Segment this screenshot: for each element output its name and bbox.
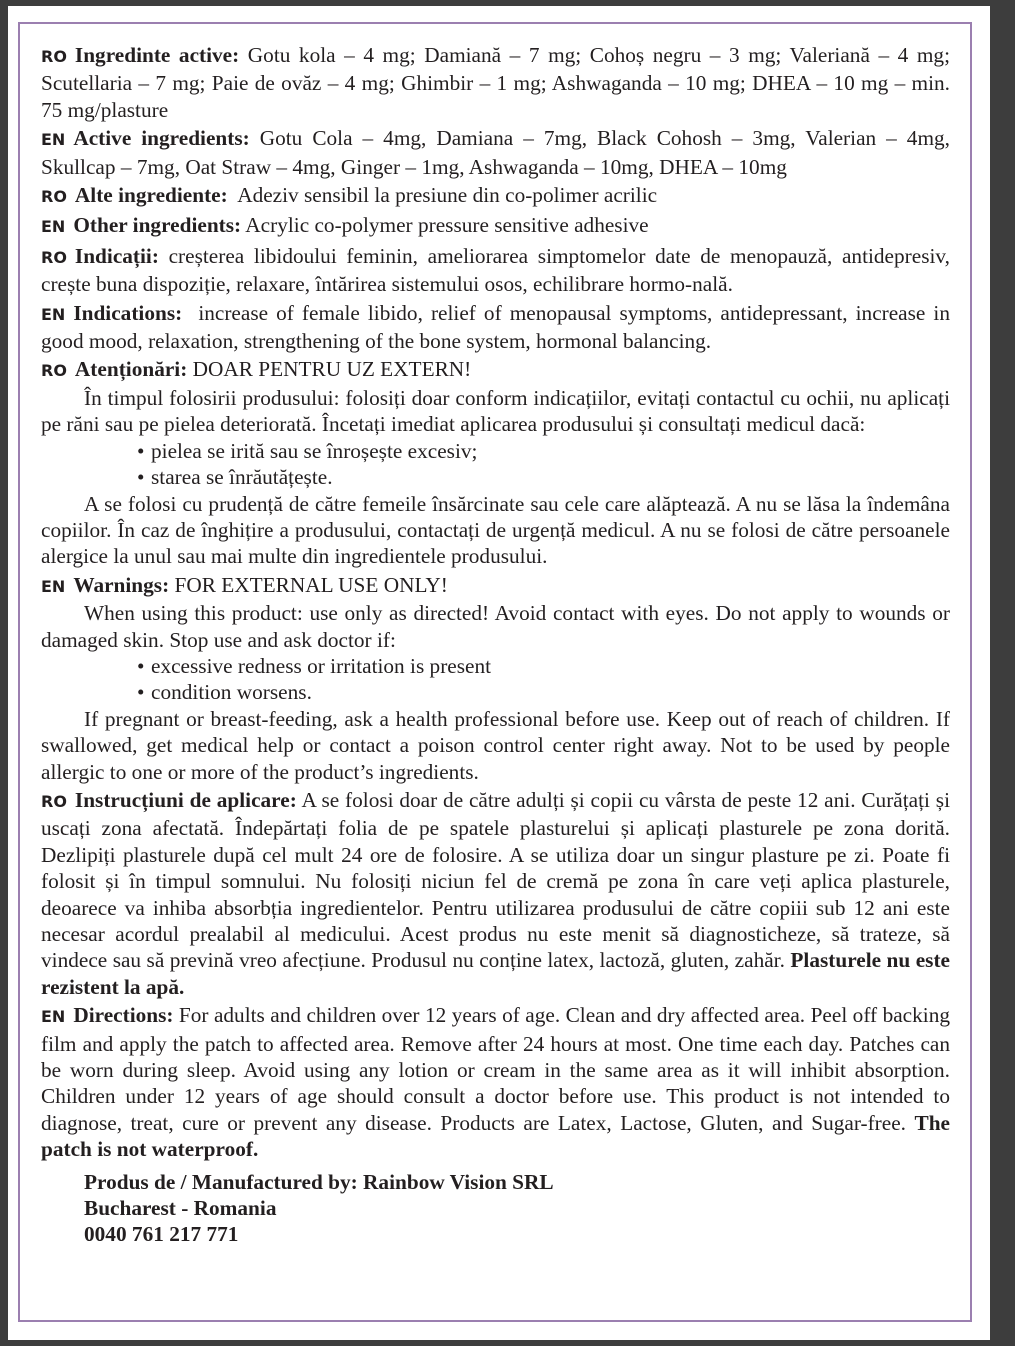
label-content — [41, 42, 956, 1248]
active-ingredients-ro — [41, 42, 950, 123]
section-label: Warnings: — [73, 572, 170, 597]
other-ingredients-en — [41, 212, 950, 240]
lang-tag: EN — [41, 576, 66, 596]
indications-en — [41, 300, 956, 355]
section-label: Instrucțiuni de aplicare: — [74, 787, 297, 812]
warnings-en-outro: If pregnant or breast-feeding, ask a health professional before use. Keep out of reach of children. If swallowed, get medical help or contact a poison control center right away. Not to be used by people allergic to one or more of the product’s ingredients. — [41, 706, 950, 784]
active-ingredients-en — [41, 125, 950, 180]
manufacturer-name: Produs de / Manufactured by: Rainbow Vision SRL — [84, 1169, 554, 1194]
lang-tag: EN — [41, 1007, 66, 1027]
manufacturer-phone: 0040 761 217 771 — [84, 1222, 239, 1247]
section-text: Gotu kola – 4 mg; Damiană – 7 mg; Cohoș negru – 3 mg; Valeriană – 4 mg; Scutellaria – 7 mg; Paie de ovăz – 4 mg; Ghimbir – 1 mg; Ashwaganda – 10 mg; DHEA – 10 mg – min. 75 mg/plasture — [41, 43, 950, 122]
warnings-ro-outro: A se folosi cu prudență de către femeile însărcinate sau cele care alăptează. A nu se lăsa la îndemâna copiilor. În caz de înghițire a produsului, contactați de urgență medicul. A nu se folosi de către persoanele alergice la unul sau mai multe din ingredientele produsului. — [41, 491, 950, 569]
warnings-en-list — [41, 653, 950, 706]
warnings-ro-heading — [41, 356, 950, 384]
section-label: Atenționări: — [74, 357, 188, 382]
lang-tag: RO — [41, 47, 67, 66]
manufacturer-location: Bucharest - Romania — [84, 1196, 277, 1221]
manufacturer-block — [84, 1169, 950, 1248]
section-label: Other ingredients: — [73, 213, 242, 238]
other-ingredients-ro — [41, 182, 950, 210]
section-label: Indications: — [73, 300, 183, 325]
section-text: creșterea libidoului feminin, ameliorarea simptomelor date de menopauză, antidepresiv, crește buna dispoziție, relaxare, întărirea sistemului osos, echilibrare hormo-nală. — [41, 243, 950, 297]
section-text: Adeziv sensibil la presiune din co-polimer acrilic — [227, 183, 658, 208]
section-label: Active ingredients: — [73, 126, 250, 151]
lang-tag: EN — [41, 304, 66, 324]
label-sheet — [8, 6, 990, 1340]
section-text: For adults and children over 12 years of age. Clean and dry affected area. Peel off backing film and apply the patch to affected area. Remove after 24 hours at most. One time each day. Patches can be worn during sleep. Avoid using any lotion or cream in the same area as it will inhibit absorption. Children under 12 years of age should consult a doctor before use. This product is not intended to diagnose, treat, cure or prevent any disease. Products are Latex, Lactose, Gluten, and Sugar-free. — [41, 1003, 950, 1135]
section-label: Directions: — [73, 1003, 174, 1028]
waterproof-note: The patch is not waterproof. — [41, 1110, 950, 1162]
lang-tag: RO — [41, 361, 67, 381]
lang-tag: RO — [41, 247, 67, 267]
directions-ro — [41, 787, 950, 1000]
section-label: Alte ingrediente: — [74, 183, 228, 208]
list-item: • condition worsens. — [137, 679, 950, 705]
warnings-ro-intro: În timpul folosirii produsului: folosiți doar conform indicațiilor, evitați contactul cu ochii, nu aplicați pe răni sau pe pielea deteriorată. Încetați imediat aplicarea produsului și consultați medicul dacă: — [41, 385, 950, 437]
warnings-ro-list — [41, 438, 950, 491]
section-label: Indicații: — [74, 243, 159, 268]
directions-en — [41, 1002, 950, 1162]
warnings-headline: FOR EXTERNAL USE ONLY! — [169, 572, 448, 597]
section-text: A se folosi doar de către adulți și copii cu vârsta de peste 12 ani. Curățați și uscați zona afectată. Îndepărtați folia de pe spatele plasturelui și aplicați plasturele pe zona dorită. Dezlipiți plasturele după cel mult 24 ore de folosire. A se utiliza doar un singur plasture pe zi. Poate fi folosit și în timpul somnului. Nu folosiți niciun fel de cremă pe zona în care veți aplica plasturele, deoarece va inhiba absorbția ingredientelor. Pentru utilizarea produsului de către copiii sub 12 ani este necesar acordul prealabil al medicului. Acest produs nu este menit să diagnosticheze, să trateze, să vindece sau să prevină vreo afecțiune. Produsul nu conține latex, lactoză, gluten, zahăr. — [41, 787, 950, 973]
indications-ro — [41, 243, 950, 298]
lang-tag: RO — [41, 791, 67, 811]
section-text: Acrylic co-polymer pressure sensitive adhesive — [241, 213, 649, 238]
section-label: Ingredinte active: — [74, 43, 240, 67]
warnings-headline: DOAR PENTRU UZ EXTERN! — [187, 357, 472, 382]
section-text: increase of female libido, relief of menopausal symptoms, antidepressant, increase in good mood, relaxation, strengthening of the bone system, hormonal balancing. — [41, 300, 956, 354]
lang-tag: RO — [41, 187, 67, 207]
list-item: • pielea se irită sau se înroșește excesiv; — [137, 438, 950, 464]
list-item: • excessive redness or irritation is present — [137, 653, 950, 679]
warnings-en-heading — [41, 572, 950, 600]
waterproof-note: Plasturele nu este rezistent la apă. — [41, 948, 950, 999]
list-item: • starea se înrăutățește. — [137, 464, 950, 490]
lang-tag: EN — [41, 217, 66, 237]
warnings-en-intro: When using this product: use only as directed! Avoid contact with eyes. Do not apply to wounds or damaged skin. Stop use and ask doctor if: — [41, 601, 950, 652]
lang-tag: EN — [41, 130, 66, 150]
section-text: Gotu Cola – 4mg, Damiana – 7mg, Black Cohosh – 3mg, Valerian – 4mg, Skullcap – 7mg, Oat Straw – 4mg, Ginger – 1mg, Ashwaganda – 10mg, DHEA – 10mg — [41, 126, 950, 179]
